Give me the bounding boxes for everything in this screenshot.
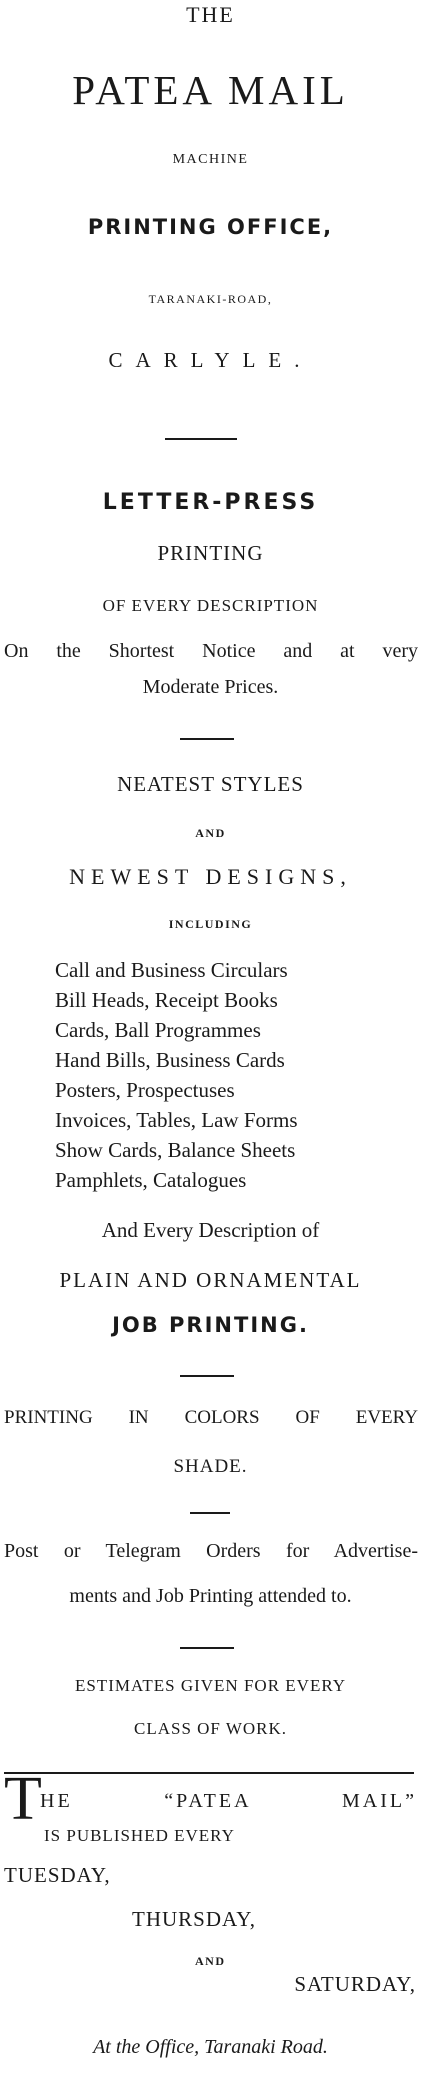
every-description-of-label: And Every Description of — [101, 1218, 320, 1242]
town-label: CARLYLE. — [108, 348, 313, 372]
list-item: Cards, Ball Programmes — [55, 1018, 261, 1042]
including-label: INCLUDING — [168, 917, 253, 931]
notice-line-1: On the Shortest Notice and at very — [4, 640, 418, 662]
and-label: AND — [195, 826, 226, 840]
orders-line-1: Post or Telegram Orders for Advertise- — [4, 1540, 418, 1562]
list-item: Pamphlets, Catalogues — [55, 1168, 247, 1192]
list-item: Posters, Prospectuses — [55, 1078, 235, 1102]
divider — [180, 1647, 234, 1649]
tuesday-label: TUESDAY, — [4, 1863, 111, 1887]
estimates-line-2: CLASS OF WORK. — [133, 1719, 288, 1738]
divider — [180, 738, 234, 740]
every-description-label: OF EVERY DESCRIPTION — [102, 596, 319, 615]
plain-ornamental-label: PLAIN AND ORNAMENTAL — [59, 1268, 362, 1292]
estimates-line-1: ESTIMATES GIVEN FOR EVERY — [74, 1676, 347, 1695]
thursday-label: THURSDAY, — [132, 1907, 256, 1931]
divider — [165, 438, 237, 440]
neatest-styles-label: NEATEST STYLES — [117, 772, 304, 796]
section-divider — [4, 1772, 414, 1774]
letterpress-heading: LETTER-PRESS — [102, 490, 319, 515]
colors-line-2: SHADE. — [173, 1456, 248, 1477]
list-item: Call and Business Circulars — [55, 958, 288, 982]
publication-line-2: IS PUBLISHED EVERY — [44, 1826, 235, 1845]
machine-label: MACHINE — [172, 152, 249, 167]
road-label: TARANAKI-ROAD, — [148, 292, 273, 306]
divider — [180, 1375, 234, 1377]
list-item: Invoices, Tables, Law Forms — [55, 1108, 298, 1132]
divider — [190, 1512, 230, 1514]
newest-designs-label: NEWEST DESIGNS, — [69, 864, 352, 889]
job-printing-heading: JOB PRINTING. — [112, 1313, 309, 1337]
publication-line-1: HE “PATEA MAIL” — [40, 1790, 417, 1812]
saturday-label: SATURDAY, — [294, 1972, 416, 1996]
list-item: Show Cards, Balance Sheets — [55, 1138, 296, 1162]
orders-line-2: ments and Job Printing attended to. — [69, 1585, 352, 1607]
the-label: THE — [186, 2, 235, 27]
printing-label: PRINTING — [157, 541, 264, 565]
office-address: At the Office, Taranaki Road. — [93, 2036, 328, 2058]
printing-office-heading: PRINTING OFFICE, — [87, 215, 334, 239]
notice-line-2: Moderate Prices. — [142, 676, 279, 698]
colors-line-1: PRINTING IN COLORS OF EVERY — [4, 1407, 418, 1428]
drop-cap: T — [4, 1765, 42, 1833]
newspaper-title: PATEA MAIL — [72, 67, 349, 113]
list-item: Hand Bills, Business Cards — [55, 1048, 285, 1072]
services-list — [55, 955, 385, 1195]
list-item: Bill Heads, Receipt Books — [55, 988, 278, 1012]
and-label-publication: AND — [195, 1954, 226, 1968]
